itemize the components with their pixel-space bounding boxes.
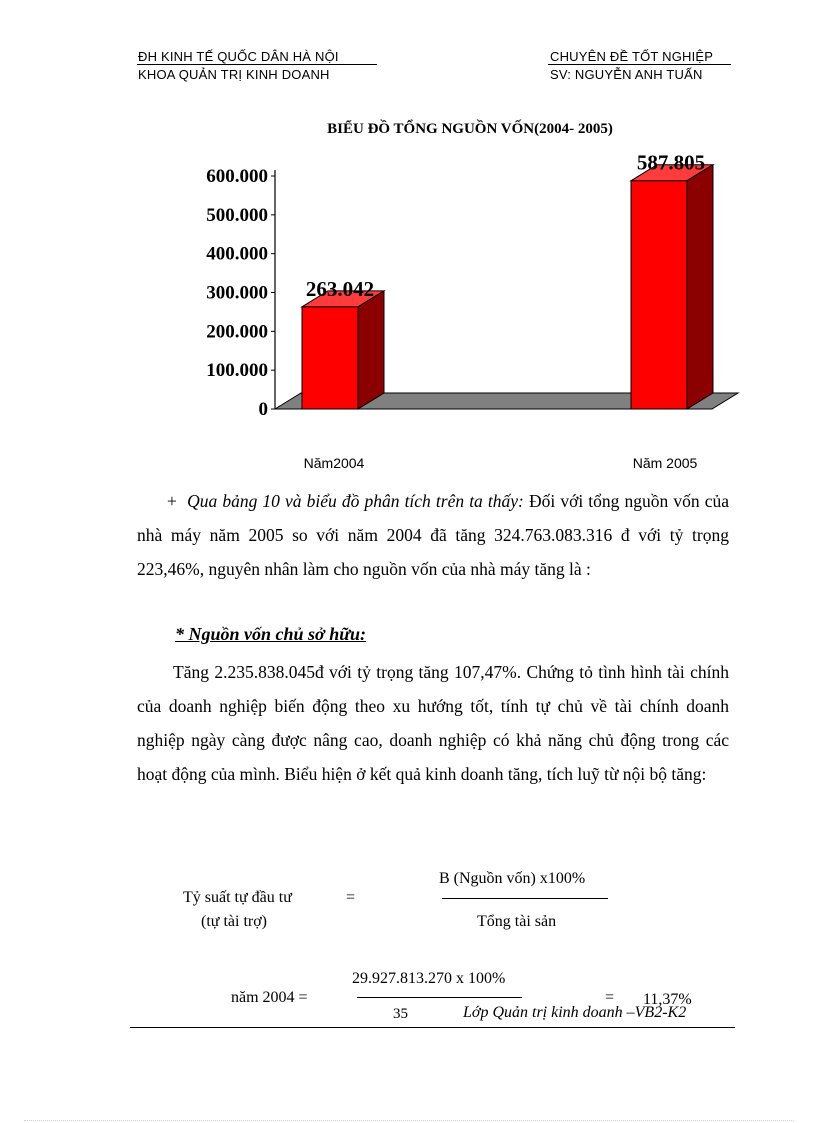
formula-label-line1: Tỷ suất tự đầu tư [183, 889, 292, 906]
bar-side [687, 165, 713, 409]
bar-front [631, 181, 687, 409]
x-category-label: Năm2004 [303, 455, 365, 471]
formula-fraction-line [442, 898, 608, 899]
formula-denominator: Tổng tài sản [477, 913, 557, 930]
calc-2004-fraction-line [357, 997, 522, 998]
header-right-line1: CHUYÊN ĐỀ TỐT NGHIỆP [550, 49, 714, 64]
bullet: + [167, 491, 177, 511]
bar [302, 291, 384, 409]
calc-2004-label: năm 2004 = [231, 989, 308, 1006]
header-left-line2: KHOA QUẢN TRỊ KINH DOANH [138, 67, 330, 82]
paragraph-analysis [137, 484, 729, 586]
formula-numerator: B (Nguồn vốn) x100% [439, 870, 586, 887]
y-tick-label: 400.000 [206, 243, 268, 265]
y-tick-label: 600.000 [206, 166, 268, 187]
footer-rule [130, 1027, 735, 1028]
calc-2004-numerator: 29.927.813.270 x 100% [352, 970, 506, 987]
chart [0, 0, 816, 480]
bar-chart-svg [0, 0, 816, 480]
y-tick-label: 0 [258, 399, 268, 420]
formula-equals: = [346, 889, 356, 906]
page-bottom-edge [24, 1120, 794, 1121]
paragraph-equity: Tăng 2.235.838.045đ với tỷ trọng tăng 107,47%. Chứng tỏ tình hình tài chính của doanh nghiệp biến động theo xu hướng tốt, tính tự chủ về tài chính doanh nghiệp ngày càng được nâng cao, doanh nghiệp có khả năng chủ động trong các hoạt động của mình. Biểu hiện ở kết quả kinh doanh tăng, tích luỹ từ nội bộ tăng: [137, 662, 729, 784]
calc-2004-result: 11,37% [643, 991, 692, 1008]
section-heading: * Nguồn vốn chủ sở hữu: [175, 624, 366, 644]
footer-class: Lớp Quản trị kinh doanh –VB2-K2 [463, 1004, 687, 1021]
bar-front [302, 307, 358, 409]
bar-data-label: 587.805 [636, 150, 706, 175]
paragraph-lead: Qua bảng 10 và biểu đồ phân tích trên ta thấy: [187, 491, 524, 511]
header-right-line2: SV: NGUYỄN ANH TUẤN [550, 67, 703, 82]
y-tick-label: 500.000 [206, 204, 268, 226]
bar-side [358, 291, 384, 409]
header-left-line1: ĐH KINH TẾ QUỐC DÂN HÀ NỘI [138, 49, 339, 64]
bar [631, 165, 713, 409]
bar-data-label: 263.042 [305, 276, 375, 301]
calc-2004-equals: = [605, 989, 615, 1006]
paragraph-text: Đối với tổng nguồn vốn của nhà máy năm 2005 so với năm 2004 đã tăng 324.763.083.316 đ với tỷ trọng 223,46%, nguyên nhân làm cho nguồn vốn của nhà máy tăng là : [137, 491, 729, 579]
page-number: 35 [393, 1006, 408, 1022]
x-category-label: Năm 2005 [632, 455, 698, 471]
y-tick-label: 200.000 [206, 321, 268, 343]
formula-label-line2: (tự tài trợ) [201, 913, 267, 930]
y-tick-label: 100.000 [206, 360, 268, 382]
y-tick-label: 300.000 [206, 282, 268, 304]
chart-title: BIỂU ĐỒ TỔNG NGUỒN VỐN(2004- 2005) [327, 121, 613, 137]
